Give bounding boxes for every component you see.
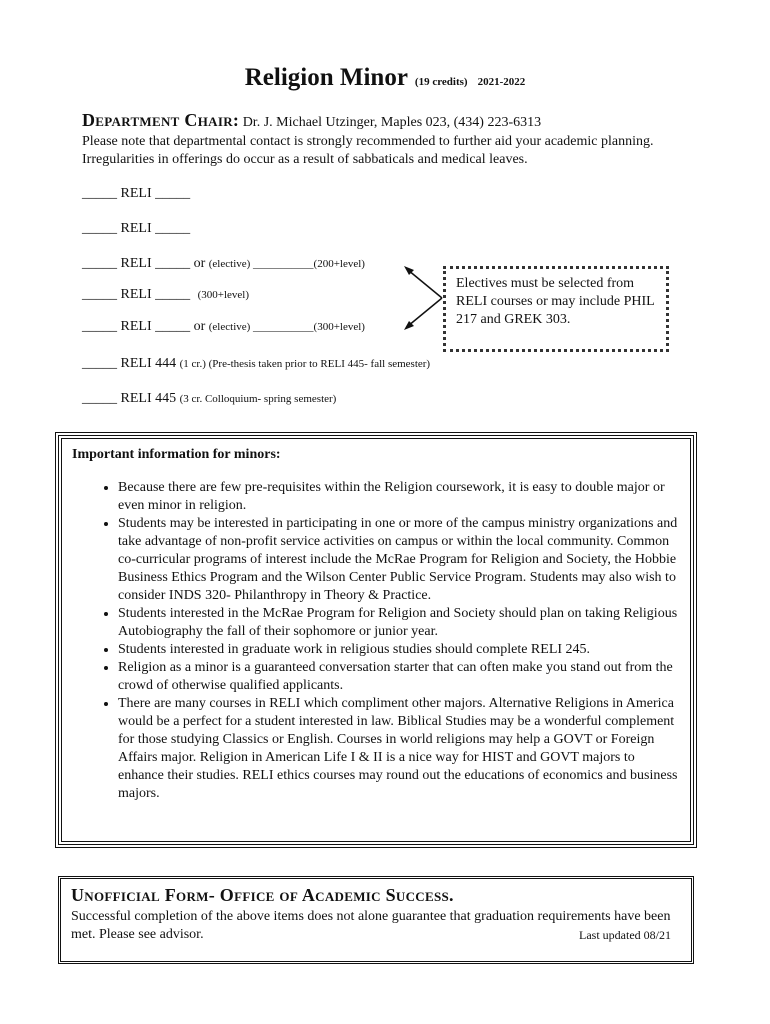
list-item: • Students interested in the McRae Program for Religion and Society should plan on taking Religious Autobiography the fall of their sophomore or junior year. [118, 605, 678, 641]
info-box [58, 435, 694, 845]
elective-arrows [400, 262, 446, 334]
list-item: • There are many courses in RELI which compliment other majors. Alternative Religions in America would be a perfect for a student interested in law. Biblical Studies may be a wonderful complement for those studying Classics or English. Courses in world religions may help a GOVT or Foreign Affairs major. Religion in American Life I & II is a nice way for HIST and GOVT majors to enhance their studies. RELI ethics courses may round out the educations of economics and business majors. [118, 695, 678, 803]
arrow-up-line [408, 270, 442, 298]
course-line [82, 256, 365, 272]
course-line [82, 356, 430, 372]
course-note: (elective) ___________(300+level) [208, 321, 365, 333]
info-title: Important information for minors: [72, 447, 281, 462]
course-line [82, 287, 249, 303]
course-line [82, 221, 190, 237]
course-line [82, 186, 190, 202]
course-main: _____ RELI _____ [82, 287, 191, 302]
course-line [82, 319, 365, 335]
footer-box [58, 876, 694, 964]
footer-disclaimer: Successful completion of the above items does not alone guarantee that graduation requirements have been met. Please see advisor. [71, 909, 671, 942]
chair-label: Department Chair: [82, 110, 240, 130]
list-item: • Because there are few pre-requisites within the Religion coursework, it is easy to double major or even minor in religion. [118, 479, 678, 515]
last-updated: Last updated 08/21 [579, 928, 671, 942]
course-main: _____ RELI 445 [82, 391, 177, 406]
course-main: _____ RELI _____ [82, 221, 191, 236]
course-note: (300+level) [197, 289, 250, 301]
credits-text: (19 credits) [414, 76, 468, 88]
list-item: • Students interested in graduate work in religious studies should complete RELI 245. [118, 641, 678, 659]
department-chair [82, 110, 541, 131]
course-main: _____ RELI _____ or [82, 319, 206, 334]
footer-title: Unofficial Form- Office of Academic Success. [71, 885, 454, 905]
course-main: _____ RELI _____ [82, 186, 191, 201]
course-main: _____ RELI 444 [82, 356, 177, 371]
list-item: • Students may be interested in participating in one or more of the campus ministry organizations and take advantage of non-profit service activities on campus or within the local community. Common co-curricular programs of interest include the McRae Program for Religion and Society, the Hobbie Business Ethics Program and the Wilson Center Public Service Program. Students may also wish to consider INDS 320- Philanthropy in Theory & Practice. [118, 515, 678, 605]
course-note: (elective) ___________(200+level) [208, 258, 365, 270]
course-line [82, 391, 336, 407]
course-note: (1 cr.) (Pre-thesis taken prior to RELI 445- fall semester) [179, 358, 431, 370]
year-text: 2021-2022 [477, 76, 526, 88]
advising-notice: Please note that departmental contact is strongly recommended to further aid your academic planning. Irregularities in offerings do occur as a result of sabbaticals and medical leaves. [82, 134, 654, 167]
page-title [0, 64, 770, 92]
arrow-down-line [408, 298, 442, 326]
list-item: • Religion as a minor is a guaranteed conversation starter that can often make you stand out from the crowd of otherwise qualified applicants. [118, 659, 678, 695]
title-text: Religion Minor [244, 64, 408, 91]
footer-text [71, 908, 681, 944]
elective-note: Electives must be selected from RELI courses or may include PHIL 217 and GREK 303. [443, 266, 669, 352]
course-main: _____ RELI _____ or [82, 256, 206, 271]
info-list [72, 479, 678, 803]
chair-info: Dr. J. Michael Utzinger, Maples 023, (434) 223-6313 [242, 115, 542, 130]
course-note: (3 cr. Colloquium- spring semester) [179, 393, 337, 405]
